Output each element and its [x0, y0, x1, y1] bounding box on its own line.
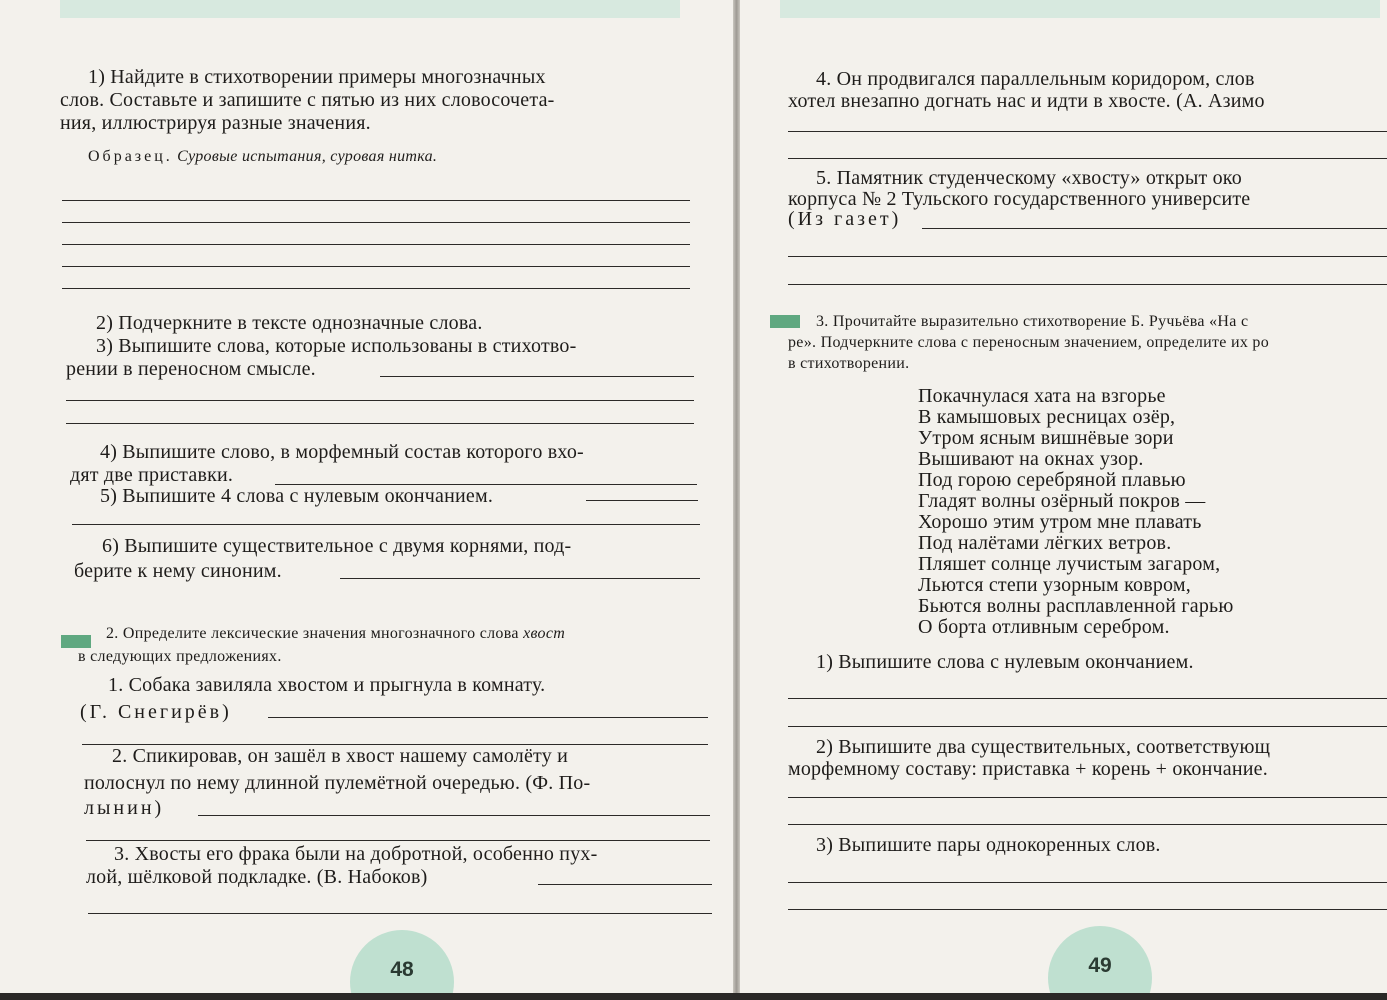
poem-line: О борта отливным серебром. — [918, 616, 1170, 638]
task1-text: 1) Найдите в стихотворении примеры многозначных — [88, 66, 546, 88]
writing-line[interactable] — [66, 423, 694, 424]
task3-heading: 3. Прочитайте выразительно стихотворение Б. Ручьёва «На с — [816, 313, 1249, 330]
writing-line[interactable] — [788, 284, 1387, 285]
writing-line[interactable] — [62, 288, 690, 289]
right-page — [740, 0, 1387, 995]
book-spine — [733, 0, 740, 995]
subtask-2: 2) Подчеркните в тексте однозначные слова. — [96, 312, 483, 334]
writing-line[interactable] — [922, 228, 1387, 229]
writing-line[interactable] — [62, 244, 690, 245]
poem-line: Хорошо этим утром мне плавать — [918, 511, 1202, 533]
writing-line[interactable] — [62, 266, 690, 267]
writing-line[interactable] — [88, 913, 712, 914]
writing-line[interactable] — [788, 726, 1387, 727]
writing-line[interactable] — [788, 158, 1387, 159]
task2-heading: в следующих предложениях. — [78, 648, 282, 665]
question-2: морфемному составу: приставка + корень + окончание. — [788, 758, 1268, 780]
poem-line: Под налётами лёгких ветров. — [918, 532, 1172, 554]
poem-line: Льются степи узорным ковром, — [918, 574, 1191, 596]
poem-line: В камышовых ресницах озёр, — [918, 406, 1176, 428]
sentence-2: 2. Спикировав, он зашёл в хвост нашему самолёту и — [112, 745, 569, 767]
poem-line: Покачнулася хата на взгорье — [918, 385, 1166, 407]
task-marker — [770, 315, 800, 328]
writing-line[interactable] — [380, 376, 694, 377]
sentence-1-source: (Г. Снегирёв) — [80, 701, 232, 723]
subtask-5: 5) Выпишите 4 слова с нулевым окончанием. — [100, 485, 494, 507]
writing-line[interactable] — [72, 524, 700, 525]
subtask-3: 3) Выпишите слова, которые использованы в стихотво- — [96, 335, 577, 357]
subtask-4: дят две приставки. — [70, 464, 234, 486]
sentence-4: хотел внезапно догнать нас и идти в хвосте. (А. Азимо — [788, 90, 1265, 112]
book-bottom-edge — [0, 993, 1387, 1000]
task3-heading: ре». Подчеркните слова с переносным значением, определите их ро — [788, 334, 1270, 351]
task-marker — [61, 635, 91, 648]
sample-line — [88, 148, 437, 166]
writing-line[interactable] — [788, 131, 1387, 132]
page-number-badge — [1048, 926, 1152, 995]
writing-line[interactable] — [788, 882, 1387, 883]
writing-line[interactable] — [268, 717, 708, 718]
task1-text: слов. Составьте и запишите с пятью из них словосочета- — [60, 89, 555, 111]
writing-line[interactable] — [788, 797, 1387, 798]
sentence-3: лой, шёлковой подкладке. (В. Набоков) — [86, 866, 428, 888]
poem-line: Пляшет солнце лучистым загаром, — [918, 553, 1221, 575]
writing-line[interactable] — [788, 698, 1387, 699]
sentence-2-source: лынин) — [84, 797, 165, 819]
subtask-6: берите к нему синоним. — [74, 560, 282, 582]
task2-heading-text: 2. Определите лексические значения многозначного слова — [106, 625, 519, 642]
page-number: 48 — [390, 958, 414, 981]
page-number-badge — [350, 930, 454, 995]
sentence-5: 5. Памятник студенческому «хвосту» открыт око — [816, 167, 1242, 189]
writing-line[interactable] — [788, 909, 1387, 910]
question-2: 2) Выпишите два существительных, соответствующ — [816, 736, 1271, 758]
question-1: 1) Выпишите слова с нулевым окончанием. — [816, 651, 1194, 673]
top-header-tint — [780, 0, 1380, 18]
top-header-tint — [60, 0, 680, 18]
subtask-3: рении в переносном смысле. — [66, 358, 316, 380]
poem-line: Гладят волны озёрный покров — — [918, 490, 1206, 512]
writing-line[interactable] — [66, 400, 694, 401]
sentence-5: корпуса № 2 Тульского государственного университе — [788, 188, 1251, 210]
writing-line[interactable] — [86, 840, 710, 841]
writing-line[interactable] — [198, 815, 710, 816]
task2-heading — [106, 625, 565, 643]
question-3: 3) Выпишите пары однокоренных слов. — [816, 834, 1161, 856]
writing-line[interactable] — [62, 200, 690, 201]
sentence-3: 3. Хвосты его фрака были на добротной, особенно пух- — [114, 843, 598, 865]
poem-line: Под горою серебряной плавью — [918, 469, 1186, 491]
poem-line: Бьются волны расплавленной гарью — [918, 595, 1234, 617]
task1-text: ния, иллюстрируя разные значения. — [60, 112, 371, 134]
poem-line: Вышивают на окнах узор. — [918, 448, 1144, 470]
writing-line[interactable] — [538, 884, 712, 885]
sentence-4: 4. Он продвигался параллельным коридором, слов — [816, 68, 1255, 90]
writing-line[interactable] — [586, 500, 698, 501]
sample-label: Образец. — [88, 148, 173, 165]
writing-line[interactable] — [788, 824, 1387, 825]
sentence-1: 1. Собака завиляла хвостом и прыгнула в комнату. — [108, 674, 546, 696]
task3-heading: в стихотворении. — [788, 355, 910, 372]
writing-line[interactable] — [788, 256, 1387, 257]
subtask-6: 6) Выпишите существительное с двумя корнями, под- — [102, 535, 572, 557]
page-number: 49 — [1088, 954, 1112, 977]
sentence-5-source: (Из газет) — [788, 208, 902, 230]
poem-line: Утром ясным вишнёвые зори — [918, 427, 1174, 449]
writing-line[interactable] — [340, 578, 700, 579]
sample-text: Суровые испытания, суровая нитка. — [177, 148, 438, 165]
subtask-4: 4) Выпишите слово, в морфемный состав которого вхо- — [100, 441, 584, 463]
writing-line[interactable] — [62, 222, 690, 223]
sentence-2: полоснул по нему длинной пулемётной очередью. (Ф. По- — [84, 772, 591, 794]
task2-word: хвост — [523, 625, 566, 642]
